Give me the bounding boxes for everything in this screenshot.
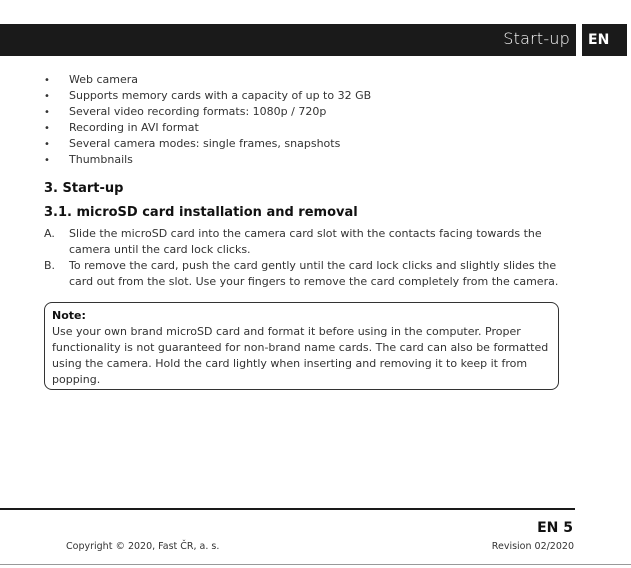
bullet-icon: •	[44, 155, 50, 166]
note-text: Use your own brand microSD card and format it before using in the computer. Proper functionality is not guaranteed for non-brand name cards. The card can also be formatted using the camera. Hold the card lightly when inserting and removing it to keep it from popping.	[52, 325, 549, 386]
subsection-title: 3.1. microSD card installation and removal	[44, 205, 358, 220]
step-marker: B.	[44, 259, 56, 272]
bullet-icon: •	[44, 107, 50, 118]
bullet-icon: •	[44, 123, 50, 134]
step-text: Slide the microSD card into the camera card slot with the contacts facing towards the camera until the card lock clicks.	[69, 227, 542, 256]
bullet-icon: •	[44, 91, 50, 102]
bullet-icon: •	[44, 139, 50, 150]
language-tab: EN	[582, 24, 627, 56]
page-number: EN 5	[537, 520, 573, 536]
feature-text: Thumbnails	[69, 153, 133, 166]
copyright: Copyright © 2020, Fast ČR, a. s.	[66, 541, 220, 552]
section-title: 3. Start-up	[44, 181, 124, 196]
list-item	[44, 104, 371, 120]
feature-text: Several video recording formats: 1080p / 720p	[69, 105, 327, 118]
step-item	[44, 226, 559, 258]
note-box	[44, 302, 559, 390]
feature-list	[44, 72, 371, 168]
list-item	[44, 72, 371, 88]
feature-text: Supports memory cards with a capacity of up to 32 GB	[69, 89, 372, 102]
step-marker: A.	[44, 227, 55, 240]
note-title: Note:	[52, 309, 86, 322]
bullet-icon: •	[44, 75, 50, 86]
list-item	[44, 88, 371, 104]
list-item	[44, 152, 371, 168]
revision: Revision 02/2020	[491, 541, 574, 552]
feature-text: Recording in AVI format	[69, 121, 199, 134]
header-bar	[0, 24, 576, 56]
footer-divider	[0, 508, 575, 510]
step-text: To remove the card, push the card gently until the card lock clicks and slightly slides the card out from the slot. Use your fingers to remove the card completely from the camera.	[69, 259, 559, 288]
list-item	[44, 120, 371, 136]
header-title: Start-up	[503, 29, 570, 48]
feature-text: Several camera modes: single frames, snapshots	[69, 137, 341, 150]
list-item	[44, 136, 371, 152]
step-item	[44, 258, 559, 290]
feature-text: Web camera	[69, 73, 139, 86]
page-bottom-divider	[0, 564, 631, 565]
steps-list	[44, 226, 559, 290]
